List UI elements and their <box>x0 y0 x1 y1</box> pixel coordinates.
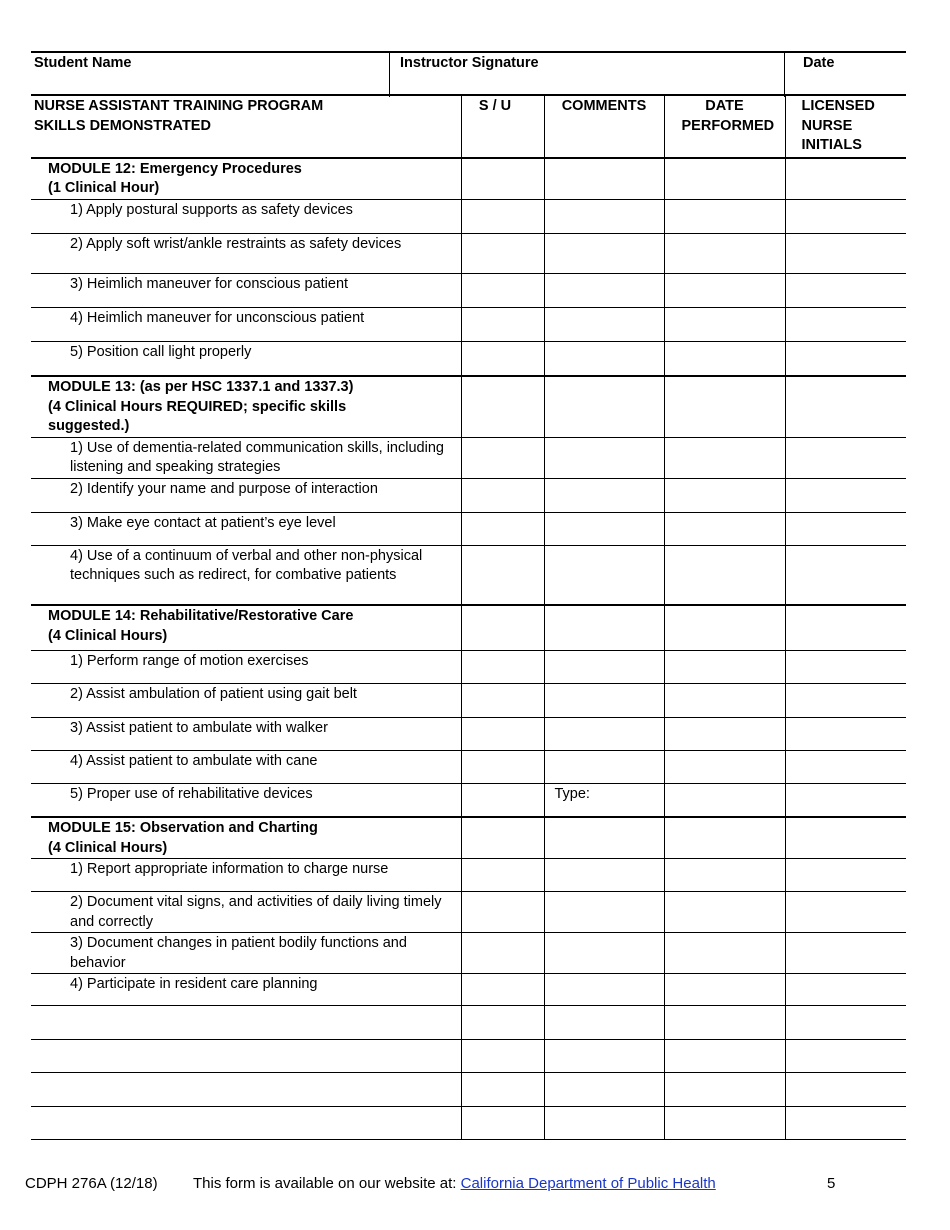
initials-cell[interactable] <box>785 859 906 892</box>
skill-label: 3) Assist patient to ambulate with walker <box>31 717 461 750</box>
initials-cell[interactable] <box>785 273 906 307</box>
initials-cell[interactable] <box>785 307 906 341</box>
comments-cell[interactable] <box>544 717 664 750</box>
comments-cell[interactable] <box>544 273 664 307</box>
su-cell[interactable] <box>461 478 544 512</box>
initials-cell[interactable] <box>785 1073 906 1107</box>
initials-cell[interactable] <box>785 1107 906 1140</box>
skill-label: 1) Report appropriate information to charge nurse <box>31 859 461 892</box>
su-cell[interactable] <box>461 1006 544 1040</box>
comments-cell[interactable] <box>544 478 664 512</box>
skill-label <box>31 1040 461 1073</box>
page-number: 5 <box>827 1175 836 1192</box>
date-performed-cell[interactable] <box>664 437 785 478</box>
skill-label: 4) Heimlich maneuver for unconscious patient <box>31 307 461 341</box>
comments-cell[interactable] <box>544 783 664 817</box>
availability-text: This form is available on our website at: California Department of Public Health <box>193 1175 716 1192</box>
comments-cell[interactable] <box>544 1073 664 1107</box>
su-cell[interactable] <box>461 376 544 437</box>
comments-cell[interactable] <box>544 545 664 605</box>
skill-label: 2) Identify your name and purpose of interaction <box>31 478 461 512</box>
initials-cell[interactable] <box>785 199 906 233</box>
skill-row <box>31 512 906 545</box>
su-cell[interactable] <box>461 341 544 376</box>
module-row <box>31 376 906 437</box>
comments-cell[interactable] <box>544 307 664 341</box>
initials-cell[interactable] <box>785 545 906 605</box>
su-cell[interactable] <box>461 650 544 683</box>
date-performed-cell[interactable] <box>664 158 785 200</box>
su-cell[interactable] <box>461 1107 544 1140</box>
date-performed-cell[interactable] <box>664 717 785 750</box>
initials-cell[interactable] <box>785 376 906 437</box>
date-performed-cell[interactable] <box>664 750 785 783</box>
date-performed-cell[interactable] <box>664 1006 785 1040</box>
skill-row <box>31 650 906 683</box>
su-cell[interactable] <box>461 158 544 200</box>
blank-row <box>31 1073 906 1107</box>
comments-cell[interactable] <box>544 605 664 650</box>
skill-row <box>31 933 906 974</box>
initials-cell[interactable] <box>785 1040 906 1073</box>
col-header-comments: COMMENTS <box>544 95 664 158</box>
skill-row <box>31 974 906 1006</box>
skill-label <box>31 1107 461 1140</box>
initials-cell[interactable] <box>785 933 906 974</box>
su-cell[interactable] <box>461 717 544 750</box>
skill-label: 4) Use of a continuum of verbal and other non-physical techniques such as redirect, for combative patients <box>31 545 461 605</box>
skill-label: 4) Assist patient to ambulate with cane <box>31 750 461 783</box>
comments-cell[interactable] <box>544 892 664 933</box>
su-cell[interactable] <box>461 605 544 650</box>
date-performed-cell[interactable] <box>664 376 785 437</box>
skill-row <box>31 892 906 933</box>
comments-cell[interactable] <box>544 859 664 892</box>
skill-label: 2) Apply soft wrist/ankle restraints as safety devices <box>31 233 461 273</box>
skill-label: 3) Heimlich maneuver for conscious patient <box>31 273 461 307</box>
initials-cell[interactable] <box>785 341 906 376</box>
su-cell[interactable] <box>461 933 544 974</box>
date-performed-cell[interactable] <box>664 892 785 933</box>
module-row <box>31 817 906 859</box>
initials-cell[interactable] <box>785 683 906 717</box>
skill-row <box>31 341 906 376</box>
date-performed-cell[interactable] <box>664 933 785 974</box>
initials-cell[interactable] <box>785 892 906 933</box>
skill-label: 1) Use of dementia-related communication skills, including listening and speaking strategies <box>31 437 461 478</box>
initials-cell[interactable] <box>785 512 906 545</box>
initials-cell[interactable] <box>785 817 906 859</box>
su-cell[interactable] <box>461 817 544 859</box>
instructor-signature-field[interactable] <box>397 53 783 97</box>
col-header-skills: NURSE ASSISTANT TRAINING PROGRAM SKILLS DEMONSTRATED <box>31 95 461 158</box>
comments-cell[interactable] <box>544 437 664 478</box>
skill-row <box>31 307 906 341</box>
module-row <box>31 605 906 650</box>
col-header-date-performed: DATE PERFORMED <box>664 95 785 158</box>
su-cell[interactable] <box>461 307 544 341</box>
skill-row <box>31 199 906 233</box>
date-performed-cell[interactable] <box>664 817 785 859</box>
initials-cell[interactable] <box>785 717 906 750</box>
su-cell[interactable] <box>461 545 544 605</box>
module-title: MODULE 12: Emergency Procedures (1 Clinical Hour) <box>31 158 461 200</box>
comments-cell[interactable] <box>544 933 664 974</box>
su-cell[interactable] <box>461 892 544 933</box>
module-title: MODULE 13: (as per HSC 1337.1 and 1337.3) (4 Clinical Hours REQUIRED; specific skills suggested.) <box>31 376 461 437</box>
date-performed-cell[interactable] <box>664 974 785 1006</box>
blank-row <box>31 1107 906 1140</box>
su-cell[interactable] <box>461 859 544 892</box>
su-cell[interactable] <box>461 273 544 307</box>
divider <box>784 53 785 97</box>
comments-cell[interactable] <box>544 233 664 273</box>
comments-cell[interactable] <box>544 750 664 783</box>
comments-cell[interactable] <box>544 158 664 200</box>
su-cell[interactable] <box>461 437 544 478</box>
date-performed-cell[interactable] <box>664 683 785 717</box>
date-performed-cell[interactable] <box>664 1107 785 1140</box>
comments-cell[interactable] <box>544 376 664 437</box>
date-performed-cell[interactable] <box>664 199 785 233</box>
skill-label <box>31 1073 461 1107</box>
skill-label <box>31 1006 461 1040</box>
skill-label: 1) Apply postural supports as safety devices <box>31 199 461 233</box>
comments-cell[interactable] <box>544 1107 664 1140</box>
comments-cell[interactable] <box>544 650 664 683</box>
student-name-label: Student Name <box>34 55 132 71</box>
date-performed-cell[interactable] <box>664 478 785 512</box>
initials-cell[interactable] <box>785 478 906 512</box>
su-cell[interactable] <box>461 1073 544 1107</box>
su-cell[interactable] <box>461 683 544 717</box>
date-performed-cell[interactable] <box>664 341 785 376</box>
su-cell[interactable] <box>461 1040 544 1073</box>
skill-label: 2) Document vital signs, and activities of daily living timely and correctly <box>31 892 461 933</box>
comments-cell[interactable] <box>544 199 664 233</box>
comments-cell[interactable] <box>544 974 664 1006</box>
skill-row <box>31 750 906 783</box>
comments-cell[interactable] <box>544 683 664 717</box>
comment-text: Type: <box>554 785 590 802</box>
initials-cell[interactable] <box>785 783 906 817</box>
skill-row <box>31 683 906 717</box>
date-field[interactable] <box>800 53 904 97</box>
col-header-su: S / U <box>461 95 544 158</box>
date-performed-cell[interactable] <box>664 650 785 683</box>
initials-cell[interactable] <box>785 974 906 1006</box>
skill-label: 3) Make eye contact at patient’s eye level <box>31 512 461 545</box>
comments-cell[interactable] <box>544 1040 664 1073</box>
module-row <box>31 158 906 200</box>
date-performed-cell[interactable] <box>664 859 785 892</box>
skill-row <box>31 437 906 478</box>
date-performed-cell[interactable] <box>664 512 785 545</box>
comments-cell[interactable] <box>544 1006 664 1040</box>
skill-label: 3) Document changes in patient bodily functions and behavior <box>31 933 461 974</box>
date-performed-cell[interactable] <box>664 307 785 341</box>
date-performed-cell[interactable] <box>664 233 785 273</box>
header-signature-row <box>31 51 906 95</box>
su-cell[interactable] <box>461 512 544 545</box>
comments-cell[interactable] <box>544 512 664 545</box>
skill-row <box>31 717 906 750</box>
skill-label: 5) Proper use of rehabilitative devices <box>31 783 461 817</box>
skill-label: 5) Position call light properly <box>31 341 461 376</box>
blank-row <box>31 1040 906 1073</box>
skill-row <box>31 233 906 273</box>
module-title: MODULE 15: Observation and Charting (4 Clinical Hours) <box>31 817 461 859</box>
date-performed-cell[interactable] <box>664 545 785 605</box>
skill-row <box>31 859 906 892</box>
su-cell[interactable] <box>461 233 544 273</box>
student-name-field[interactable] <box>31 53 389 97</box>
date-performed-cell[interactable] <box>664 273 785 307</box>
initials-cell[interactable] <box>785 750 906 783</box>
su-cell[interactable] <box>461 974 544 1006</box>
divider <box>389 53 390 97</box>
skill-row <box>31 783 906 817</box>
skill-label: 2) Assist ambulation of patient using gait belt <box>31 683 461 717</box>
skill-row <box>31 478 906 512</box>
date-performed-cell[interactable] <box>664 783 785 817</box>
blank-row <box>31 1006 906 1040</box>
comments-cell[interactable] <box>544 817 664 859</box>
skill-label: 4) Participate in resident care planning <box>31 974 461 1006</box>
initials-cell[interactable] <box>785 233 906 273</box>
instructor-signature-label: Instructor Signature <box>400 55 539 71</box>
module-title: MODULE 14: Rehabilitative/Restorative Care (4 Clinical Hours) <box>31 605 461 650</box>
initials-cell[interactable] <box>785 605 906 650</box>
date-performed-cell[interactable] <box>664 1040 785 1073</box>
initials-cell[interactable] <box>785 1006 906 1040</box>
skill-label: 1) Perform range of motion exercises <box>31 650 461 683</box>
date-label: Date <box>803 55 835 71</box>
skills-table <box>31 94 906 1140</box>
comments-cell[interactable] <box>544 341 664 376</box>
su-cell[interactable] <box>461 199 544 233</box>
initials-cell[interactable] <box>785 437 906 478</box>
cdph-website-link[interactable]: California Department of Public Health <box>460 1175 716 1192</box>
date-performed-cell[interactable] <box>664 605 785 650</box>
su-cell[interactable] <box>461 750 544 783</box>
skill-row <box>31 273 906 307</box>
date-performed-cell[interactable] <box>664 1073 785 1107</box>
initials-cell[interactable] <box>785 158 906 200</box>
form-id: CDPH 276A (12/18) <box>25 1175 158 1192</box>
su-cell[interactable] <box>461 783 544 817</box>
skill-row <box>31 545 906 605</box>
initials-cell[interactable] <box>785 650 906 683</box>
col-header-licensed-nurse-initials: LICENSED NURSE INITIALS <box>785 95 906 158</box>
